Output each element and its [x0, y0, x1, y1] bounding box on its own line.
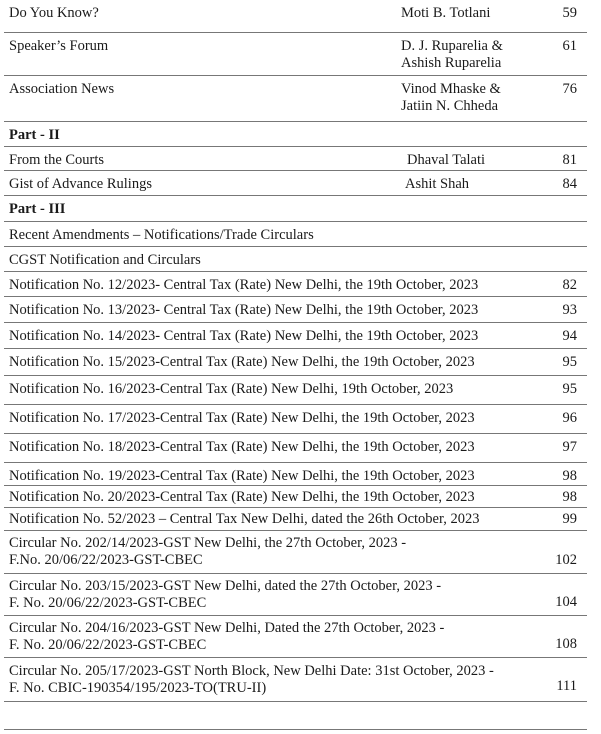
toc-title: Notification No. 16/2023-Central Tax (Rate) New Delhi, 19th October, 2023: [9, 381, 454, 397]
toc-page: 84: [562, 176, 577, 192]
toc-title: Notification No. 18/2023-Central Tax (Rate) New Delhi, the 19th October, 2023: [9, 439, 475, 455]
toc-page: 99: [562, 511, 577, 527]
toc-row: [4, 486, 587, 508]
toc-title: From the Courts: [9, 152, 105, 168]
toc-title: CGST Notification and Circulars: [9, 252, 201, 268]
toc-title: [9, 663, 494, 697]
toc-page: 76: [562, 81, 577, 97]
toc-row: [4, 434, 587, 463]
toc-title-line: F.No. 20/06/22/2023-GST-CBEC: [9, 552, 203, 568]
part-heading: Part - III: [9, 201, 66, 217]
toc-page: 111: [556, 678, 577, 694]
toc-title-line: Circular No. 202/14/2023-GST New Delhi, the 27th October, 2023 -: [9, 535, 407, 551]
toc-page: 61: [562, 38, 577, 54]
part-heading-row: [4, 196, 587, 222]
toc-title: Notification No. 12/2023- Central Tax (Rate) New Delhi, the 19th October, 2023: [9, 277, 479, 293]
toc-row: [4, 247, 587, 272]
toc-title-line: F. No. 20/06/22/2023-GST-CBEC: [9, 637, 207, 653]
toc-page: 96: [562, 410, 577, 426]
toc-row: [4, 658, 587, 702]
toc-row: [4, 323, 587, 349]
toc-row: [4, 76, 587, 122]
toc-row: [4, 376, 587, 405]
toc-author: Dhaval Talati: [407, 152, 486, 168]
toc-title: Gist of Advance Rulings: [9, 176, 152, 192]
toc-row: [4, 222, 587, 247]
bottom-divider: [4, 729, 587, 730]
toc-author: [401, 38, 503, 72]
toc-title-line: Circular No. 204/16/2023-GST New Delhi, Dated the 27th October, 2023 -: [9, 620, 445, 636]
toc-title-line: F. No. 20/06/22/2023-GST-CBEC: [9, 595, 207, 611]
toc-row: [4, 171, 587, 196]
toc-title: [9, 578, 441, 612]
toc-page: 108: [555, 636, 577, 652]
toc-page: 95: [562, 381, 577, 397]
toc-author-line: Vinod Mhaske &: [401, 81, 501, 97]
toc-title-line: Circular No. 205/17/2023-GST North Block, New Delhi Date: 31st October, 2023 -: [9, 663, 494, 679]
toc-author-line: Ashish Ruparelia: [401, 55, 502, 71]
toc-author: Ashit Shah: [405, 176, 470, 192]
toc-page: 59: [562, 5, 577, 21]
toc-page: 98: [562, 468, 577, 484]
toc-author: [401, 81, 501, 115]
toc-title: Notification No. 13/2023- Central Tax (Rate) New Delhi, the 19th October, 2023: [9, 302, 479, 318]
toc-row: [4, 272, 587, 297]
toc-row: [4, 616, 587, 658]
toc-title: Notification No. 52/2023 – Central Tax New Delhi, dated the 26th October, 2023: [9, 511, 480, 527]
toc-title: [9, 620, 444, 654]
toc-title: Speaker’s Forum: [9, 38, 109, 54]
toc-title: Notification No. 15/2023-Central Tax (Rate) New Delhi, the 19th October, 2023: [9, 354, 475, 370]
toc-title-line: F. No. CBIC-190354/195/2023-TO(TRU-II): [9, 680, 267, 696]
toc-page: 81: [562, 152, 577, 168]
toc-author: Moti B. Totlani: [401, 5, 491, 21]
toc-title: [9, 535, 406, 569]
toc-title-line: Circular No. 203/15/2023-GST New Delhi, dated the 27th October, 2023 -: [9, 578, 442, 594]
toc-row: [4, 349, 587, 376]
toc-title: Recent Amendments – Notifications/Trade Circulars: [9, 227, 314, 243]
toc-title: Notification No. 20/2023-Central Tax (Rate) New Delhi, the 19th October, 2023: [9, 489, 475, 505]
toc-row: [4, 0, 587, 33]
toc-page: 93: [562, 302, 577, 318]
toc-page: 95: [562, 354, 577, 370]
toc-row: [4, 33, 587, 76]
table-of-contents: [4, 0, 587, 702]
toc-row: [4, 147, 587, 171]
toc-row: [4, 574, 587, 616]
toc-author-line: Jatiin N. Chheda: [401, 98, 499, 114]
toc-author-line: D. J. Ruparelia &: [401, 38, 503, 54]
toc-title: Notification No. 19/2023-Central Tax (Rate) New Delhi, the 19th October, 2023: [9, 468, 475, 484]
toc-page: 102: [555, 552, 577, 568]
toc-title: Notification No. 14/2023- Central Tax (Rate) New Delhi, the 19th October, 2023: [9, 328, 479, 344]
toc-row: [4, 405, 587, 434]
toc-title: Notification No. 17/2023-Central Tax (Rate) New Delhi, the 19th October, 2023: [9, 410, 475, 426]
toc-page: 98: [562, 489, 577, 505]
toc-title: Association News: [9, 81, 115, 97]
toc-row: [4, 297, 587, 323]
toc-page: 104: [555, 594, 577, 610]
toc-row: [4, 463, 587, 486]
part-heading-row: [4, 122, 587, 147]
toc-page: 94: [562, 328, 577, 344]
toc-row: [4, 508, 587, 531]
toc-title: Do You Know?: [9, 5, 99, 21]
part-heading: Part - II: [9, 127, 60, 143]
toc-row: [4, 531, 587, 574]
toc-page: 82: [562, 277, 577, 293]
toc-page: 97: [562, 439, 577, 455]
